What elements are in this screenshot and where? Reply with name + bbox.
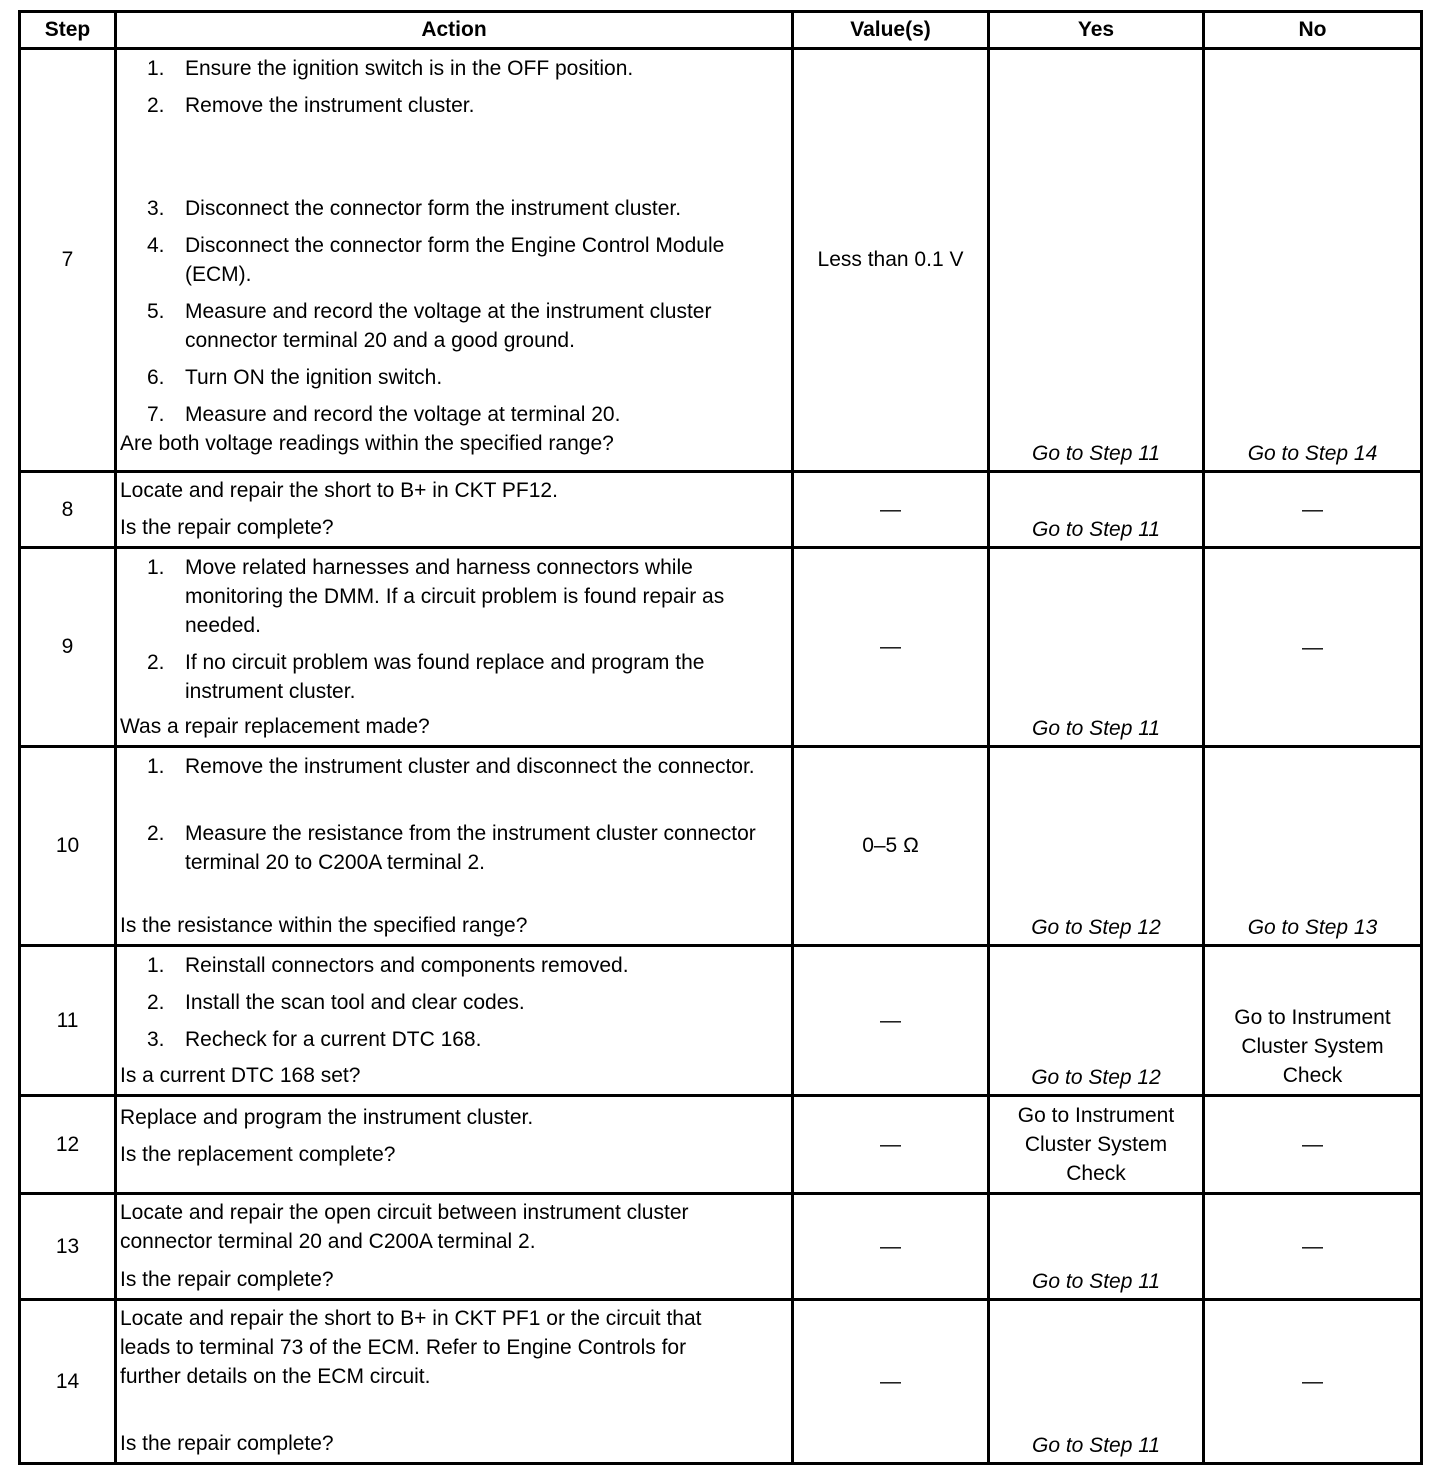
header-step: Step — [20, 12, 116, 49]
value-cell: 0–5 Ω — [793, 747, 989, 946]
question-text: Was a repair replacement made? — [120, 715, 430, 738]
value-cell: — — [793, 1300, 989, 1464]
list-item: 5. Measure and record the voltage at the instrument cluster connector terminal 20 and a good ground. — [147, 300, 712, 352]
value-cell: — — [793, 1194, 989, 1300]
table-row — [20, 548, 1422, 747]
list-item: 1. Remove the instrument cluster and disconnect the connector. — [147, 755, 755, 778]
list-item: 1. Reinstall connectors and components removed. — [147, 954, 629, 977]
no-cell: — — [1204, 472, 1422, 548]
list-item: 3. Disconnect the connector form the instrument cluster. — [147, 197, 682, 220]
list-item: 1. Ensure the ignition switch is in the OFF position. — [147, 57, 634, 80]
table-row — [20, 1300, 1422, 1464]
no-cell: — — [1204, 1096, 1422, 1194]
action-text: Replace and program the instrument cluster. — [120, 1106, 534, 1129]
no-cell-text: Go to Instrument Cluster System Check — [1234, 1006, 1391, 1087]
yes-cell: Go to Step 12 — [989, 946, 1204, 1096]
list-item: 2. If no circuit problem was found replace and program the instrument cluster. — [147, 651, 705, 703]
table-row — [20, 49, 1422, 472]
action-cell — [116, 1096, 793, 1194]
list-item: 1. Move related harnesses and harness connectors while monitoring the DMM. If a circuit problem is found repair as needed. — [147, 556, 725, 637]
action-text: Locate and repair the short to B+ in CKT PF12. — [120, 479, 558, 502]
list-item: 4. Disconnect the connector form the Engine Control Module (ECM). — [147, 234, 725, 286]
question-text: Are both voltage readings within the specified range? — [120, 432, 614, 455]
step-number: 9 — [20, 548, 116, 747]
list-item: 3. Recheck for a current DTC 168. — [147, 1028, 482, 1051]
table-row — [20, 946, 1422, 1096]
action-cell — [116, 548, 793, 747]
question-text: Is the repair complete? — [120, 1432, 334, 1455]
no-cell: Go to Step 14 — [1204, 49, 1422, 472]
step-number: 7 — [20, 49, 116, 472]
question-text: Is the repair complete? — [120, 516, 334, 539]
action-text: Locate and repair the short to B+ in CKT PF1 or the circuit that leads to terminal 73 of the ECM. Refer to Engine Controls for further details on the ECM circuit. — [120, 1307, 702, 1388]
table-row — [20, 1096, 1422, 1194]
yes-cell: Go to Step 11 — [989, 49, 1204, 472]
list-item: 2. Measure the resistance from the instrument cluster connector terminal 20 to C200A terminal 2. — [147, 822, 756, 874]
header-row — [20, 12, 1422, 49]
action-cell — [116, 1194, 793, 1300]
step-number: 10 — [20, 747, 116, 946]
action-cell — [116, 946, 793, 1096]
step-number: 8 — [20, 472, 116, 548]
question-text: Is the repair complete? — [120, 1268, 334, 1291]
action-text: Locate and repair the open circuit between instrument cluster connector terminal 20 and C200A terminal 2. — [120, 1201, 689, 1253]
yes-cell: Go to Step 11 — [989, 548, 1204, 747]
value-cell: — — [793, 548, 989, 747]
value-cell: Less than 0.1 V — [793, 49, 989, 472]
yes-cell-text: Go to Instrument Cluster System Check — [1017, 1104, 1175, 1185]
step-number: 14 — [20, 1300, 116, 1464]
list-item: 7. Measure and record the voltage at terminal 20. — [147, 403, 621, 426]
no-cell — [1204, 946, 1422, 1096]
list-item: 2. Install the scan tool and clear codes. — [147, 991, 525, 1014]
action-cell — [116, 747, 793, 946]
header-action: Action — [116, 12, 793, 49]
yes-cell: Go to Step 11 — [989, 1300, 1204, 1464]
yes-cell: Go to Step 12 — [989, 747, 1204, 946]
no-cell: — — [1204, 1194, 1422, 1300]
question-text: Is the resistance within the specified range? — [120, 914, 528, 937]
action-cell — [116, 1300, 793, 1464]
no-cell: — — [1204, 548, 1422, 747]
question-text: Is the replacement complete? — [120, 1143, 396, 1166]
yes-cell: Go to Step 11 — [989, 1194, 1204, 1300]
yes-cell: Go to Step 11 — [989, 472, 1204, 548]
no-cell: Go to Step 13 — [1204, 747, 1422, 946]
no-cell: — — [1204, 1300, 1422, 1464]
header-no: No — [1204, 12, 1422, 49]
question-text: Is a current DTC 168 set? — [120, 1064, 361, 1087]
action-cell — [116, 472, 793, 548]
header-yes: Yes — [989, 12, 1204, 49]
step-number: 12 — [20, 1096, 116, 1194]
list-item: 2. Remove the instrument cluster. — [147, 94, 475, 117]
table-row — [20, 747, 1422, 946]
table-row — [20, 472, 1422, 548]
yes-cell — [989, 1096, 1204, 1194]
header-values: Value(s) — [793, 12, 989, 49]
table-row — [20, 1194, 1422, 1300]
value-cell: — — [793, 1096, 989, 1194]
value-cell: — — [793, 472, 989, 548]
action-cell — [116, 49, 793, 472]
step-number: 11 — [20, 946, 116, 1096]
step-number: 13 — [20, 1194, 116, 1300]
diagnostic-table — [18, 10, 1423, 1465]
value-cell: — — [793, 946, 989, 1096]
list-item: 6. Turn ON the ignition switch. — [147, 366, 443, 389]
